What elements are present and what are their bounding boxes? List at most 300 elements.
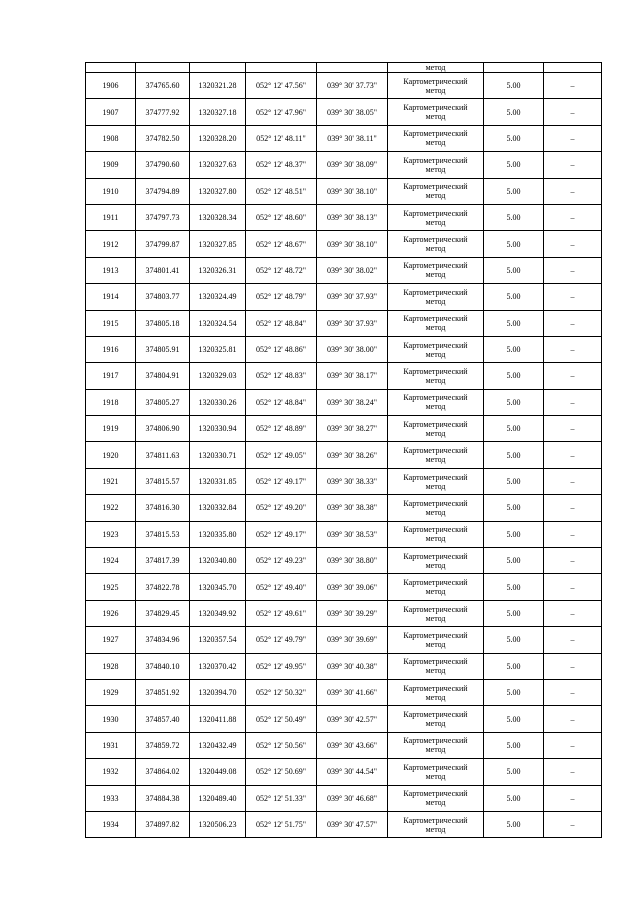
cell-longitude: 039° 30' 38.24" bbox=[317, 389, 388, 415]
cell-note: – bbox=[544, 363, 602, 389]
cell-accuracy: 5.00 bbox=[484, 231, 544, 257]
method-line-1: Картометрический bbox=[403, 340, 468, 350]
cell-point-number: 1926 bbox=[86, 600, 136, 626]
cell-point-number: 1921 bbox=[86, 468, 136, 494]
cell-latitude: 052° 12' 49.95" bbox=[246, 653, 317, 679]
cell-accuracy: 5.00 bbox=[484, 284, 544, 310]
cell-accuracy: 5.00 bbox=[484, 600, 544, 626]
cell-accuracy: 5.00 bbox=[484, 811, 544, 837]
table-row bbox=[86, 257, 602, 283]
cell-latitude: 052° 12' 49.17" bbox=[246, 521, 317, 547]
method-line-1: Картометрический bbox=[403, 287, 468, 297]
cell-longitude: 039° 30' 39.29" bbox=[317, 600, 388, 626]
cell-method bbox=[388, 627, 484, 653]
cell-longitude: 039° 30' 37.73" bbox=[317, 73, 388, 99]
cell-empty bbox=[86, 63, 136, 73]
method-line-2: метод bbox=[425, 270, 446, 280]
cell-note: – bbox=[544, 600, 602, 626]
cell-method bbox=[388, 442, 484, 468]
cell-note: – bbox=[544, 99, 602, 125]
cell-y: 1320411.88 bbox=[190, 706, 246, 732]
cell-note: – bbox=[544, 284, 602, 310]
table-row bbox=[86, 231, 602, 257]
cell-longitude: 039° 30' 47.57" bbox=[317, 811, 388, 837]
document-page bbox=[85, 62, 601, 838]
method-line-2: метод bbox=[425, 164, 446, 174]
cell-method bbox=[388, 706, 484, 732]
cell-point-number: 1916 bbox=[86, 336, 136, 362]
cell-note: – bbox=[544, 442, 602, 468]
table-row bbox=[86, 125, 602, 151]
table-row bbox=[86, 548, 602, 574]
cell-longitude: 039° 30' 38.10" bbox=[317, 178, 388, 204]
cell-x: 374840.10 bbox=[136, 653, 190, 679]
cell-note: – bbox=[544, 310, 602, 336]
cell-point-number: 1920 bbox=[86, 442, 136, 468]
table-row bbox=[86, 73, 602, 99]
cell-x: 374805.18 bbox=[136, 310, 190, 336]
cell-note: – bbox=[544, 416, 602, 442]
cell-empty bbox=[317, 63, 388, 73]
cell-latitude: 052° 12' 48.84" bbox=[246, 310, 317, 336]
cell-longitude: 039° 30' 37.93" bbox=[317, 310, 388, 336]
cell-latitude: 052° 12' 48.67" bbox=[246, 231, 317, 257]
cell-y: 1320332.84 bbox=[190, 495, 246, 521]
table-row bbox=[86, 785, 602, 811]
cell-point-number: 1934 bbox=[86, 811, 136, 837]
cell-note: – bbox=[544, 627, 602, 653]
cell-accuracy: 5.00 bbox=[484, 204, 544, 230]
method-line-2: метод bbox=[425, 375, 446, 385]
cell-y: 1320394.70 bbox=[190, 679, 246, 705]
cell-x: 374857.40 bbox=[136, 706, 190, 732]
cell-accuracy: 5.00 bbox=[484, 152, 544, 178]
cell-point-number: 1931 bbox=[86, 732, 136, 758]
table-row bbox=[86, 468, 602, 494]
cell-accuracy: 5.00 bbox=[484, 125, 544, 151]
cell-accuracy: 5.00 bbox=[484, 679, 544, 705]
method-line-2: метод bbox=[425, 666, 446, 676]
method-line-1: Картометрический bbox=[403, 498, 468, 508]
cell-latitude: 052° 12' 48.84" bbox=[246, 389, 317, 415]
cell-latitude: 052° 12' 51.75" bbox=[246, 811, 317, 837]
table-row bbox=[86, 284, 602, 310]
cell-y: 1320489.40 bbox=[190, 785, 246, 811]
cell-method bbox=[388, 204, 484, 230]
cell-x: 374794.89 bbox=[136, 178, 190, 204]
cell-latitude: 052° 12' 50.69" bbox=[246, 759, 317, 785]
cell-accuracy: 5.00 bbox=[484, 363, 544, 389]
cell-longitude: 039° 30' 46.68" bbox=[317, 785, 388, 811]
method-line-1: Картометрический bbox=[403, 710, 468, 720]
method-line-1: Картометрический bbox=[403, 683, 468, 693]
cell-note: – bbox=[544, 732, 602, 758]
cell-y: 1320330.26 bbox=[190, 389, 246, 415]
cell-point-number: 1928 bbox=[86, 653, 136, 679]
cell-note: – bbox=[544, 574, 602, 600]
cell-x: 374829.45 bbox=[136, 600, 190, 626]
cell-point-number: 1911 bbox=[86, 204, 136, 230]
cell-x: 374797.73 bbox=[136, 204, 190, 230]
cell-y: 1320345.70 bbox=[190, 574, 246, 600]
method-line-2: метод bbox=[425, 481, 446, 491]
cell-method bbox=[388, 548, 484, 574]
method-line-1: Картометрический bbox=[403, 815, 468, 825]
method-line-2: метод bbox=[425, 507, 446, 517]
cell-x: 374859.72 bbox=[136, 732, 190, 758]
table-row bbox=[86, 99, 602, 125]
method-line-1: Картометрический bbox=[403, 762, 468, 772]
method-line-1: Картометрический bbox=[403, 103, 468, 113]
table-row bbox=[86, 627, 602, 653]
table-row bbox=[86, 574, 602, 600]
cell-x: 374822.78 bbox=[136, 574, 190, 600]
method-line-1: Картометрический bbox=[403, 789, 468, 799]
method-line-1: Картометрический bbox=[403, 182, 468, 192]
table-row bbox=[86, 495, 602, 521]
cell-point-number: 1912 bbox=[86, 231, 136, 257]
cell-longitude: 039° 30' 41.66" bbox=[317, 679, 388, 705]
cell-x: 374777.92 bbox=[136, 99, 190, 125]
method-line-2: метод bbox=[425, 639, 446, 649]
cell-y: 1320328.34 bbox=[190, 204, 246, 230]
coordinates-table bbox=[85, 62, 602, 838]
method-line-1: Картометрический bbox=[403, 525, 468, 535]
cell-method bbox=[388, 811, 484, 837]
cell-note: – bbox=[544, 706, 602, 732]
cell-latitude: 052° 12' 51.33" bbox=[246, 785, 317, 811]
cell-latitude: 052° 12' 50.49" bbox=[246, 706, 317, 732]
table-row bbox=[86, 389, 602, 415]
cell-accuracy: 5.00 bbox=[484, 257, 544, 283]
cell-note: – bbox=[544, 73, 602, 99]
cell-x: 374817.39 bbox=[136, 548, 190, 574]
method-line-1: Картометрический bbox=[403, 657, 468, 667]
cell-longitude: 039° 30' 38.80" bbox=[317, 548, 388, 574]
cell-method-tail: метод bbox=[388, 63, 484, 73]
cell-latitude: 052° 12' 47.56" bbox=[246, 73, 317, 99]
method-line-2: метод bbox=[425, 771, 446, 781]
cell-point-number: 1923 bbox=[86, 521, 136, 547]
table-row bbox=[86, 442, 602, 468]
cell-note: – bbox=[544, 125, 602, 151]
method-line-1: Картометрический bbox=[403, 551, 468, 561]
cell-point-number: 1922 bbox=[86, 495, 136, 521]
cell-method bbox=[388, 653, 484, 679]
method-line-2: метод bbox=[425, 217, 446, 227]
cell-note: – bbox=[544, 336, 602, 362]
cell-latitude: 052° 12' 49.17" bbox=[246, 468, 317, 494]
method-line-1: Картометрический bbox=[403, 235, 468, 245]
cell-x: 374765.60 bbox=[136, 73, 190, 99]
cell-y: 1320327.85 bbox=[190, 231, 246, 257]
cell-method bbox=[388, 178, 484, 204]
cell-accuracy: 5.00 bbox=[484, 73, 544, 99]
cell-x: 374884.38 bbox=[136, 785, 190, 811]
cell-point-number: 1907 bbox=[86, 99, 136, 125]
cell-latitude: 052° 12' 48.51" bbox=[246, 178, 317, 204]
cell-point-number: 1933 bbox=[86, 785, 136, 811]
cell-latitude: 052° 12' 47.96" bbox=[246, 99, 317, 125]
method-line-2: метод bbox=[425, 296, 446, 306]
cell-method bbox=[388, 257, 484, 283]
cell-latitude: 052° 12' 50.32" bbox=[246, 679, 317, 705]
cell-accuracy: 5.00 bbox=[484, 310, 544, 336]
table-row bbox=[86, 152, 602, 178]
method-line-1: Картометрический bbox=[403, 419, 468, 429]
method-line-1: Картометрический bbox=[403, 630, 468, 640]
cell-longitude: 039° 30' 38.27" bbox=[317, 416, 388, 442]
method-line-1: Картометрический bbox=[403, 261, 468, 271]
cell-longitude: 039° 30' 38.02" bbox=[317, 257, 388, 283]
table-row bbox=[86, 653, 602, 679]
cell-point-number: 1925 bbox=[86, 574, 136, 600]
cell-note: – bbox=[544, 759, 602, 785]
table-row bbox=[86, 732, 602, 758]
cell-x: 374806.90 bbox=[136, 416, 190, 442]
cell-accuracy: 5.00 bbox=[484, 468, 544, 494]
cell-accuracy: 5.00 bbox=[484, 336, 544, 362]
cell-point-number: 1932 bbox=[86, 759, 136, 785]
cell-x: 374811.63 bbox=[136, 442, 190, 468]
cell-y: 1320357.54 bbox=[190, 627, 246, 653]
cell-method bbox=[388, 284, 484, 310]
table-row bbox=[86, 759, 602, 785]
cell-longitude: 039° 30' 38.10" bbox=[317, 231, 388, 257]
cell-point-number: 1910 bbox=[86, 178, 136, 204]
cell-empty bbox=[136, 63, 190, 73]
method-line-1: Картометрический bbox=[403, 208, 468, 218]
cell-accuracy: 5.00 bbox=[484, 389, 544, 415]
table-row bbox=[86, 811, 602, 837]
cell-accuracy: 5.00 bbox=[484, 759, 544, 785]
cell-note: – bbox=[544, 204, 602, 230]
method-line-1: Картометрический bbox=[403, 604, 468, 614]
method-line-1: Картометрический bbox=[403, 129, 468, 139]
cell-y: 1320324.49 bbox=[190, 284, 246, 310]
cell-accuracy: 5.00 bbox=[484, 521, 544, 547]
cell-x: 374782.50 bbox=[136, 125, 190, 151]
cell-latitude: 052° 12' 48.60" bbox=[246, 204, 317, 230]
cell-x: 374799.87 bbox=[136, 231, 190, 257]
cell-latitude: 052° 12' 48.37" bbox=[246, 152, 317, 178]
cell-method bbox=[388, 679, 484, 705]
cell-accuracy: 5.00 bbox=[484, 653, 544, 679]
cell-longitude: 039° 30' 38.26" bbox=[317, 442, 388, 468]
cell-point-number: 1927 bbox=[86, 627, 136, 653]
method-line-1: Картометрический bbox=[403, 446, 468, 456]
cell-empty bbox=[484, 63, 544, 73]
cell-y: 1320324.54 bbox=[190, 310, 246, 336]
cell-longitude: 039° 30' 38.09" bbox=[317, 152, 388, 178]
cell-point-number: 1906 bbox=[86, 73, 136, 99]
cell-method bbox=[388, 363, 484, 389]
cell-point-number: 1930 bbox=[86, 706, 136, 732]
cell-y: 1320326.31 bbox=[190, 257, 246, 283]
table-row bbox=[86, 706, 602, 732]
table-row bbox=[86, 310, 602, 336]
cell-accuracy: 5.00 bbox=[484, 785, 544, 811]
cell-method bbox=[388, 495, 484, 521]
cell-latitude: 052° 12' 50.56" bbox=[246, 732, 317, 758]
cell-latitude: 052° 12' 48.89" bbox=[246, 416, 317, 442]
method-line-2: метод bbox=[425, 534, 446, 544]
cell-accuracy: 5.00 bbox=[484, 548, 544, 574]
cell-x: 374834.96 bbox=[136, 627, 190, 653]
cell-latitude: 052° 12' 48.72" bbox=[246, 257, 317, 283]
table-row bbox=[86, 600, 602, 626]
cell-longitude: 039° 30' 43.66" bbox=[317, 732, 388, 758]
table-row bbox=[86, 679, 602, 705]
cell-longitude: 039° 30' 44.54" bbox=[317, 759, 388, 785]
cell-longitude: 039° 30' 40.38" bbox=[317, 653, 388, 679]
cell-longitude: 039° 30' 38.11" bbox=[317, 125, 388, 151]
cell-empty bbox=[190, 63, 246, 73]
cell-method bbox=[388, 416, 484, 442]
cell-y: 1320330.71 bbox=[190, 442, 246, 468]
method-line-2: метод bbox=[425, 824, 446, 834]
cell-x: 374804.91 bbox=[136, 363, 190, 389]
cell-method bbox=[388, 125, 484, 151]
cell-longitude: 039° 30' 38.38" bbox=[317, 495, 388, 521]
cell-point-number: 1915 bbox=[86, 310, 136, 336]
cell-x: 374897.82 bbox=[136, 811, 190, 837]
cell-y: 1320340.80 bbox=[190, 548, 246, 574]
table-row bbox=[86, 416, 602, 442]
method-line-1: Картометрический bbox=[403, 736, 468, 746]
cell-accuracy: 5.00 bbox=[484, 99, 544, 125]
cell-latitude: 052° 12' 48.79" bbox=[246, 284, 317, 310]
table-row bbox=[86, 336, 602, 362]
method-line-1: Картометрический bbox=[403, 155, 468, 165]
cell-point-number: 1913 bbox=[86, 257, 136, 283]
cell-method bbox=[388, 99, 484, 125]
method-line-2: метод bbox=[425, 191, 446, 201]
cell-y: 1320325.81 bbox=[190, 336, 246, 362]
table-row bbox=[86, 178, 602, 204]
cell-note: – bbox=[544, 495, 602, 521]
cell-note: – bbox=[544, 257, 602, 283]
cell-y: 1320321.28 bbox=[190, 73, 246, 99]
method-line-2: метод bbox=[425, 798, 446, 808]
cell-y: 1320327.18 bbox=[190, 99, 246, 125]
method-line-2: метод bbox=[425, 323, 446, 333]
cell-longitude: 039° 30' 38.33" bbox=[317, 468, 388, 494]
cell-accuracy: 5.00 bbox=[484, 732, 544, 758]
cell-note: – bbox=[544, 468, 602, 494]
cell-empty bbox=[544, 63, 602, 73]
cell-x: 374815.57 bbox=[136, 468, 190, 494]
cell-point-number: 1917 bbox=[86, 363, 136, 389]
cell-y: 1320330.94 bbox=[190, 416, 246, 442]
cell-method bbox=[388, 574, 484, 600]
cell-note: – bbox=[544, 231, 602, 257]
method-line-1: Картометрический bbox=[403, 578, 468, 588]
cell-x: 374851.92 bbox=[136, 679, 190, 705]
cell-accuracy: 5.00 bbox=[484, 416, 544, 442]
cell-x: 374864.02 bbox=[136, 759, 190, 785]
cell-latitude: 052° 12' 49.40" bbox=[246, 574, 317, 600]
cell-note: – bbox=[544, 548, 602, 574]
method-line-1: Картометрический bbox=[403, 366, 468, 376]
table-row bbox=[86, 204, 602, 230]
method-line-1: Картометрический bbox=[403, 76, 468, 86]
cell-method bbox=[388, 521, 484, 547]
method-line-2: метод bbox=[425, 587, 446, 597]
cell-accuracy: 5.00 bbox=[484, 442, 544, 468]
cell-method bbox=[388, 389, 484, 415]
method-line-2: метод bbox=[425, 719, 446, 729]
method-line-2: метод bbox=[425, 455, 446, 465]
cell-accuracy: 5.00 bbox=[484, 178, 544, 204]
cell-longitude: 039° 30' 38.05" bbox=[317, 99, 388, 125]
cell-method bbox=[388, 732, 484, 758]
cell-y: 1320331.85 bbox=[190, 468, 246, 494]
cell-method bbox=[388, 785, 484, 811]
cell-longitude: 039° 30' 39.69" bbox=[317, 627, 388, 653]
cell-longitude: 039° 30' 38.13" bbox=[317, 204, 388, 230]
method-line-1: Картометрический bbox=[403, 314, 468, 324]
cell-note: – bbox=[544, 785, 602, 811]
cell-longitude: 039° 30' 38.17" bbox=[317, 363, 388, 389]
cell-x: 374805.91 bbox=[136, 336, 190, 362]
cell-latitude: 052° 12' 49.20" bbox=[246, 495, 317, 521]
cell-accuracy: 5.00 bbox=[484, 627, 544, 653]
method-line-2: метод bbox=[425, 745, 446, 755]
cell-note: – bbox=[544, 811, 602, 837]
method-line-2: метод bbox=[425, 244, 446, 254]
cell-note: – bbox=[544, 389, 602, 415]
cell-accuracy: 5.00 bbox=[484, 574, 544, 600]
cell-x: 374790.60 bbox=[136, 152, 190, 178]
cell-longitude: 039° 30' 42.57" bbox=[317, 706, 388, 732]
cell-note: – bbox=[544, 178, 602, 204]
table-row bbox=[86, 363, 602, 389]
cell-latitude: 052° 12' 48.11" bbox=[246, 125, 317, 151]
cell-latitude: 052° 12' 49.05" bbox=[246, 442, 317, 468]
cell-point-number: 1909 bbox=[86, 152, 136, 178]
cell-x: 374816.30 bbox=[136, 495, 190, 521]
cell-method bbox=[388, 231, 484, 257]
method-line-2: метод bbox=[425, 349, 446, 359]
cell-point-number: 1924 bbox=[86, 548, 136, 574]
cell-method bbox=[388, 73, 484, 99]
cell-method bbox=[388, 310, 484, 336]
method-line-2: метод bbox=[425, 85, 446, 95]
cell-y: 1320335.80 bbox=[190, 521, 246, 547]
cell-note: – bbox=[544, 653, 602, 679]
cell-y: 1320349.92 bbox=[190, 600, 246, 626]
cell-method bbox=[388, 468, 484, 494]
method-line-2: метод bbox=[425, 112, 446, 122]
cell-method bbox=[388, 152, 484, 178]
cell-y: 1320329.03 bbox=[190, 363, 246, 389]
cell-x: 374801.41 bbox=[136, 257, 190, 283]
method-line-2: метод bbox=[425, 692, 446, 702]
cell-accuracy: 5.00 bbox=[484, 706, 544, 732]
method-line-2: метод bbox=[425, 138, 446, 148]
cell-note: – bbox=[544, 152, 602, 178]
method-line-1: Картометрический bbox=[403, 472, 468, 482]
cell-note: – bbox=[544, 679, 602, 705]
cell-empty bbox=[246, 63, 317, 73]
method-line-2: метод bbox=[425, 560, 446, 570]
cell-point-number: 1919 bbox=[86, 416, 136, 442]
cell-accuracy: 5.00 bbox=[484, 495, 544, 521]
cell-latitude: 052° 12' 48.86" bbox=[246, 336, 317, 362]
cell-longitude: 039° 30' 38.00" bbox=[317, 336, 388, 362]
cell-y: 1320432.49 bbox=[190, 732, 246, 758]
